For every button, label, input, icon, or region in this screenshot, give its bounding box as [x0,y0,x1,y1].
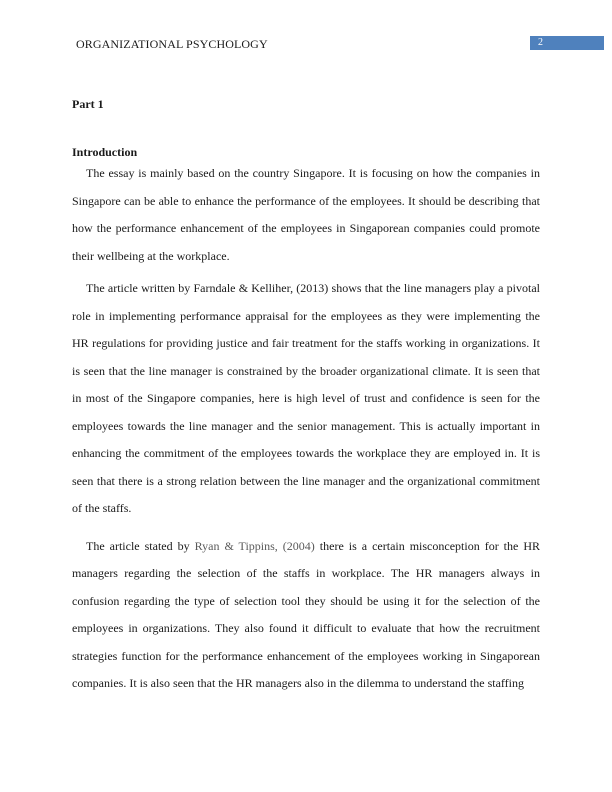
paragraph-line-managers: The article written by Farndale & Kelliher, (2013) shows that the line managers play a pivotal role in implementing performance appraisal for the employees as they were implementing the HR regulations for providing justice and fair treatment for the staffs working in organizations. It is seen that the line manager is constrained by the broader organizational climate. It is seen that in most of the Singapore companies, here is high level of trust and confidence is seen for the employees towards the line manager and the senior management. This is actually important in enhancing the commitment of the employees towards the workplace they are employed in. It is seen that there is a strong relation between the line manager and the organizational commitment of the staffs. [72,281,540,515]
running-head-title: ORGANIZATIONAL PSYCHOLOGY [76,37,268,51]
document-body [72,92,540,698]
citation-ryan-tippins: Ryan & Tippins, (2004) [194,538,315,553]
part-heading: Part 1 [72,97,104,111]
paragraph-hr-selection [72,533,540,698]
paragraph-3-lead: The article stated by [86,538,195,553]
paragraph-intro: The essay is mainly based on the country Singapore. It is focusing on how the companies in Singapore can be able to enhance the performance of the employees. It should be describing that how the performance enhancement of the employees in Singaporean companies could promote their wellbeing at the workplace. [72,166,540,263]
page-number-badge: 2 [530,36,604,50]
section-heading-introduction: Introduction [72,145,138,159]
paragraph-3-body: there is a certain misconception for the HR managers regarding the selection of the staffs in workplace. The HR managers always in confusion regarding the type of selection tool they should be using it for the selection of the employees in organizations. They also found it difficult to evaluate that how the recruitment strategies function for the performance enhancement of the employees working in Singaporean companies. It is also seen that the HR managers also in the dilemma to understand the staffing [72,538,541,690]
